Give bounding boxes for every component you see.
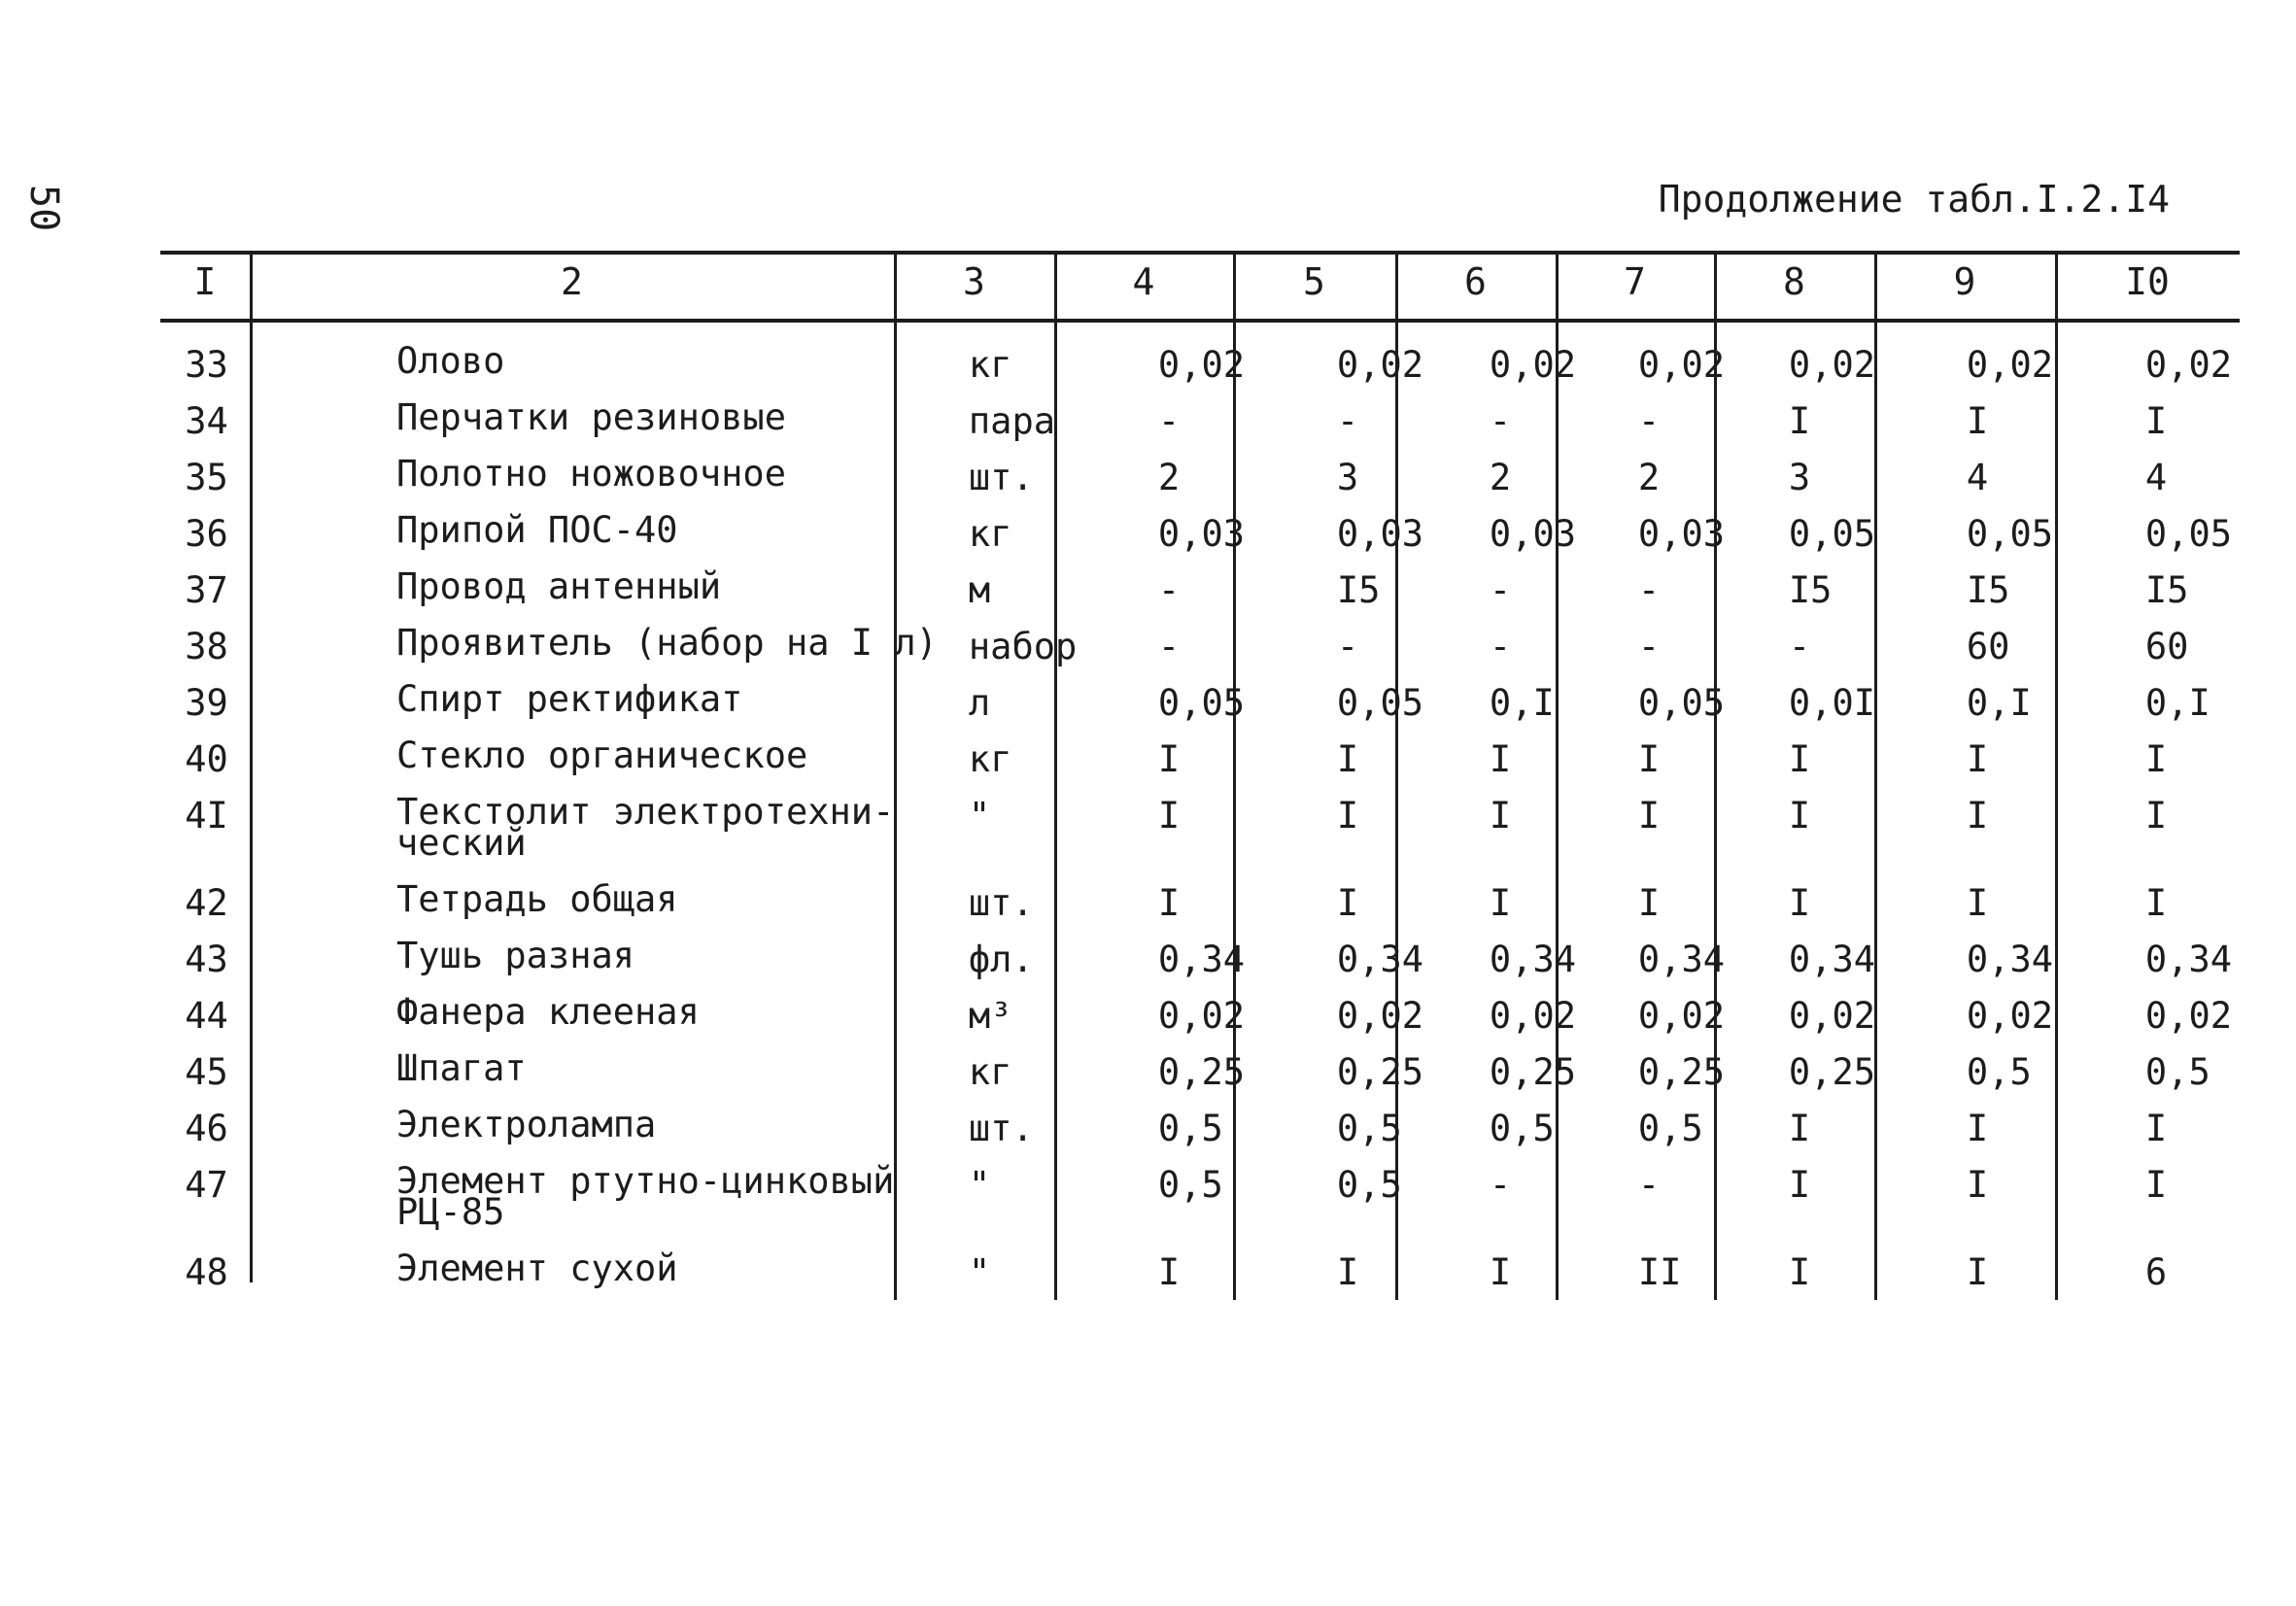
value-cell: -	[1489, 400, 1512, 442]
value-cell: 0,25	[1489, 1051, 1577, 1093]
unit-cell: шт.	[968, 882, 1034, 924]
value-cell: -	[1788, 626, 1811, 667]
table-row	[160, 394, 2271, 451]
material-name: Припой ПОС-40	[396, 509, 678, 551]
table-row	[160, 1102, 2271, 1158]
value-cell: II	[1637, 1251, 1682, 1293]
table-row	[160, 676, 2271, 733]
value-cell: 6	[2144, 1251, 2168, 1293]
value-cell: 0,02	[1637, 995, 1726, 1037]
material-name: Провод антенный	[396, 565, 722, 607]
value-cell: I	[2144, 738, 2168, 780]
header-cell: 4	[1132, 260, 1155, 303]
header-cell: 7	[1624, 260, 1646, 303]
value-cell: 0,02	[1336, 344, 1424, 386]
material-name-line: ческий	[396, 822, 527, 864]
value-cell: 0,5	[1637, 1108, 1703, 1149]
unit-cell: набор	[968, 626, 1078, 667]
value-cell: 0,34	[1157, 939, 1246, 980]
value-cell: 0,02	[1157, 995, 1246, 1037]
value-cell: I	[1637, 882, 1661, 924]
value-cell: 0,5	[1966, 1051, 2032, 1093]
material-name: Полотно ножовочное	[396, 453, 786, 495]
value-cell: I	[1336, 882, 1359, 924]
value-cell: I	[1966, 1251, 1989, 1293]
value-cell: I5	[1336, 569, 1381, 611]
unit-cell: кг	[968, 344, 1012, 386]
value-cell: -	[1637, 569, 1661, 611]
row-number: 33	[185, 344, 228, 386]
row-number: 48	[185, 1251, 228, 1293]
value-cell: -	[1157, 569, 1181, 611]
material-name-line: Элемент ртутно-цинковый	[396, 1160, 895, 1202]
value-cell: I	[1788, 738, 1811, 780]
table-row	[160, 876, 2271, 933]
value-cell: I	[1489, 738, 1512, 780]
value-cell: I	[1336, 1251, 1359, 1293]
header-bottom-rule	[160, 319, 2240, 323]
unit-cell: кг	[968, 1051, 1012, 1093]
value-cell: 0,5	[2144, 1051, 2210, 1093]
value-cell: 0,05	[1157, 682, 1246, 724]
value-cell: I5	[2144, 569, 2189, 611]
row-number: 40	[185, 738, 228, 780]
row-number: 36	[185, 513, 228, 555]
value-cell: 0,I	[2144, 682, 2210, 724]
row-number: 44	[185, 995, 228, 1037]
material-name: Фанера клееная	[396, 991, 700, 1033]
value-cell: 0,02	[1966, 995, 2054, 1037]
value-cell: 0,02	[1157, 344, 1246, 386]
table-row	[160, 620, 2271, 676]
value-cell: 0,05	[1788, 513, 1876, 555]
unit-cell: "	[968, 1251, 991, 1293]
unit-cell: м³	[968, 995, 1012, 1037]
value-cell: I	[1966, 795, 1989, 837]
row-number: 42	[185, 882, 228, 924]
value-cell: 0,03	[1489, 513, 1577, 555]
value-cell: 2	[1637, 457, 1661, 498]
value-cell: 0,5	[1489, 1108, 1555, 1149]
value-cell: 0,02	[1788, 995, 1876, 1037]
value-cell: 4	[1966, 457, 1989, 498]
value-cell: 0,5	[1336, 1164, 1402, 1206]
value-cell: 0,02	[1336, 995, 1424, 1037]
value-cell: I	[1788, 1108, 1811, 1149]
table-row	[160, 989, 2271, 1045]
table-row	[160, 1158, 2271, 1246]
row-number: 43	[185, 939, 228, 980]
unit-cell: пара	[968, 400, 1056, 442]
unit-cell: л	[968, 682, 991, 724]
material-name: Тетрадь общая	[396, 878, 678, 920]
header-top-rule	[160, 251, 2240, 255]
value-cell: 3	[1336, 457, 1359, 498]
row-number: 38	[185, 626, 228, 667]
value-cell: -	[1489, 1164, 1512, 1206]
value-cell: 0,02	[1637, 344, 1726, 386]
table-row	[160, 564, 2271, 620]
value-cell: 0,5	[1157, 1108, 1223, 1149]
table-row	[160, 1045, 2271, 1102]
value-cell: I	[1966, 882, 1989, 924]
table-row	[160, 451, 2271, 507]
material-name: Перчатки резиновые	[396, 396, 786, 438]
value-cell: 0,05	[2144, 513, 2233, 555]
material-name: Электролампа	[396, 1104, 657, 1145]
value-cell: I5	[1966, 569, 2010, 611]
value-cell: I	[1788, 882, 1811, 924]
value-cell: I	[1157, 882, 1181, 924]
material-name: Шпагат	[396, 1047, 527, 1089]
value-cell: 0,03	[1637, 513, 1726, 555]
unit-cell: шт.	[968, 457, 1034, 498]
row-number: 46	[185, 1108, 228, 1149]
material-name-line: РЦ-85	[396, 1191, 505, 1233]
value-cell: I	[2144, 882, 2168, 924]
material-name	[253, 1158, 938, 1246]
row-number: 45	[185, 1051, 228, 1093]
header-cell: 9	[1953, 260, 1976, 303]
table-row	[160, 933, 2271, 989]
header-cell: 8	[1783, 260, 1805, 303]
value-cell: 0,34	[1637, 939, 1726, 980]
value-cell: 0,03	[1336, 513, 1424, 555]
value-cell: 60	[2144, 626, 2189, 667]
value-cell: I	[2144, 795, 2168, 837]
material-name: Элемент сухой	[396, 1247, 678, 1289]
header-cell: I0	[2125, 260, 2170, 303]
unit-cell: фл.	[968, 939, 1034, 980]
unit-cell: шт.	[968, 1108, 1034, 1149]
unit-cell: м	[968, 569, 991, 611]
row-number: 39	[185, 682, 228, 724]
page-number: 50	[21, 185, 66, 232]
material-name: Тушь разная	[396, 935, 635, 976]
value-cell: 0,5	[1157, 1164, 1223, 1206]
value-cell: I	[1489, 882, 1512, 924]
value-cell: 0,25	[1788, 1051, 1876, 1093]
value-cell: I	[1966, 1108, 1989, 1149]
header-cell: I	[193, 260, 217, 303]
materials-table	[160, 338, 2271, 1302]
value-cell: I	[1966, 1164, 1989, 1206]
value-cell: I	[1336, 795, 1359, 837]
value-cell: 0,34	[2144, 939, 2233, 980]
value-cell: 4	[2144, 457, 2168, 498]
value-cell: 0,25	[1157, 1051, 1246, 1093]
material-name: Олово	[396, 340, 505, 382]
value-cell: 0,34	[1966, 939, 2054, 980]
material-name: Стекло органическое	[396, 735, 808, 776]
value-cell: 0,25	[1336, 1051, 1424, 1093]
header-cell: 2	[561, 260, 583, 303]
value-cell: I	[1157, 738, 1181, 780]
value-cell: I5	[1788, 569, 1833, 611]
row-number: 4I	[185, 795, 228, 837]
header-cell: 3	[963, 260, 985, 303]
row-number: 35	[185, 457, 228, 498]
table-row	[160, 789, 2271, 876]
value-cell: 0,02	[1489, 344, 1577, 386]
value-cell: -	[1489, 626, 1512, 667]
material-name-line: Текстолит электротехни-	[396, 791, 895, 833]
value-cell: 0,05	[1966, 513, 2054, 555]
table-row	[160, 507, 2271, 564]
value-cell: I	[1966, 400, 1989, 442]
value-cell: 0,0I	[1788, 682, 1876, 724]
row-number: 34	[185, 400, 228, 442]
table-row	[160, 1246, 2271, 1302]
value-cell: I	[2144, 1108, 2168, 1149]
value-cell: 0,02	[1966, 344, 2054, 386]
value-cell: 0,05	[1336, 682, 1424, 724]
value-cell: 0,5	[1336, 1108, 1402, 1149]
value-cell: 0,03	[1157, 513, 1246, 555]
value-cell: -	[1157, 626, 1181, 667]
value-cell: 2	[1157, 457, 1181, 498]
value-cell: -	[1336, 626, 1359, 667]
unit-cell: кг	[968, 513, 1012, 555]
value-cell: 0,I	[1489, 682, 1555, 724]
value-cell: I	[1157, 795, 1181, 837]
unit-cell: "	[968, 795, 991, 837]
row-number: 37	[185, 569, 228, 611]
value-cell: I	[1788, 400, 1811, 442]
value-cell: I	[2144, 1164, 2168, 1206]
value-cell: I	[1788, 1251, 1811, 1293]
value-cell: I	[1336, 738, 1359, 780]
value-cell: I	[1788, 1164, 1811, 1206]
value-cell: 0,02	[1489, 995, 1577, 1037]
material-name: Проявитель (набор на I л)	[396, 622, 938, 664]
value-cell: -	[1489, 569, 1512, 611]
value-cell: I	[1157, 1251, 1181, 1293]
unit-cell: кг	[968, 738, 1012, 780]
value-cell: 0,34	[1788, 939, 1876, 980]
value-cell: -	[1637, 1164, 1661, 1206]
value-cell: 0,34	[1489, 939, 1577, 980]
value-cell: 2	[1489, 457, 1512, 498]
value-cell: 3	[1788, 457, 1811, 498]
value-cell: 60	[1966, 626, 2010, 667]
value-cell: I	[1637, 738, 1661, 780]
material-name: Спирт ректификат	[396, 678, 743, 720]
table-row	[160, 338, 2271, 394]
value-cell: I	[1966, 738, 1989, 780]
row-number: 47	[185, 1164, 228, 1206]
unit-cell: "	[968, 1164, 991, 1206]
value-cell: I	[1489, 795, 1512, 837]
value-cell: 0,02	[2144, 344, 2233, 386]
table-row	[160, 733, 2271, 789]
header-cell: 5	[1303, 260, 1325, 303]
header-cell: 6	[1464, 260, 1487, 303]
material-name	[253, 789, 938, 876]
value-cell: 0,02	[2144, 995, 2233, 1037]
value-cell: 0,34	[1336, 939, 1424, 980]
value-cell: -	[1157, 400, 1181, 442]
value-cell: I	[1637, 795, 1661, 837]
value-cell: 0,I	[1966, 682, 2032, 724]
value-cell: -	[1637, 400, 1661, 442]
value-cell: I	[2144, 400, 2168, 442]
value-cell: -	[1637, 626, 1661, 667]
value-cell: I	[1788, 795, 1811, 837]
value-cell: I	[1489, 1251, 1512, 1293]
table-caption: Продолжение табл.I.2.I4	[1658, 178, 2170, 221]
value-cell: 0,25	[1637, 1051, 1726, 1093]
value-cell: 0,02	[1788, 344, 1876, 386]
value-cell: 0,05	[1637, 682, 1726, 724]
value-cell: -	[1336, 400, 1359, 442]
